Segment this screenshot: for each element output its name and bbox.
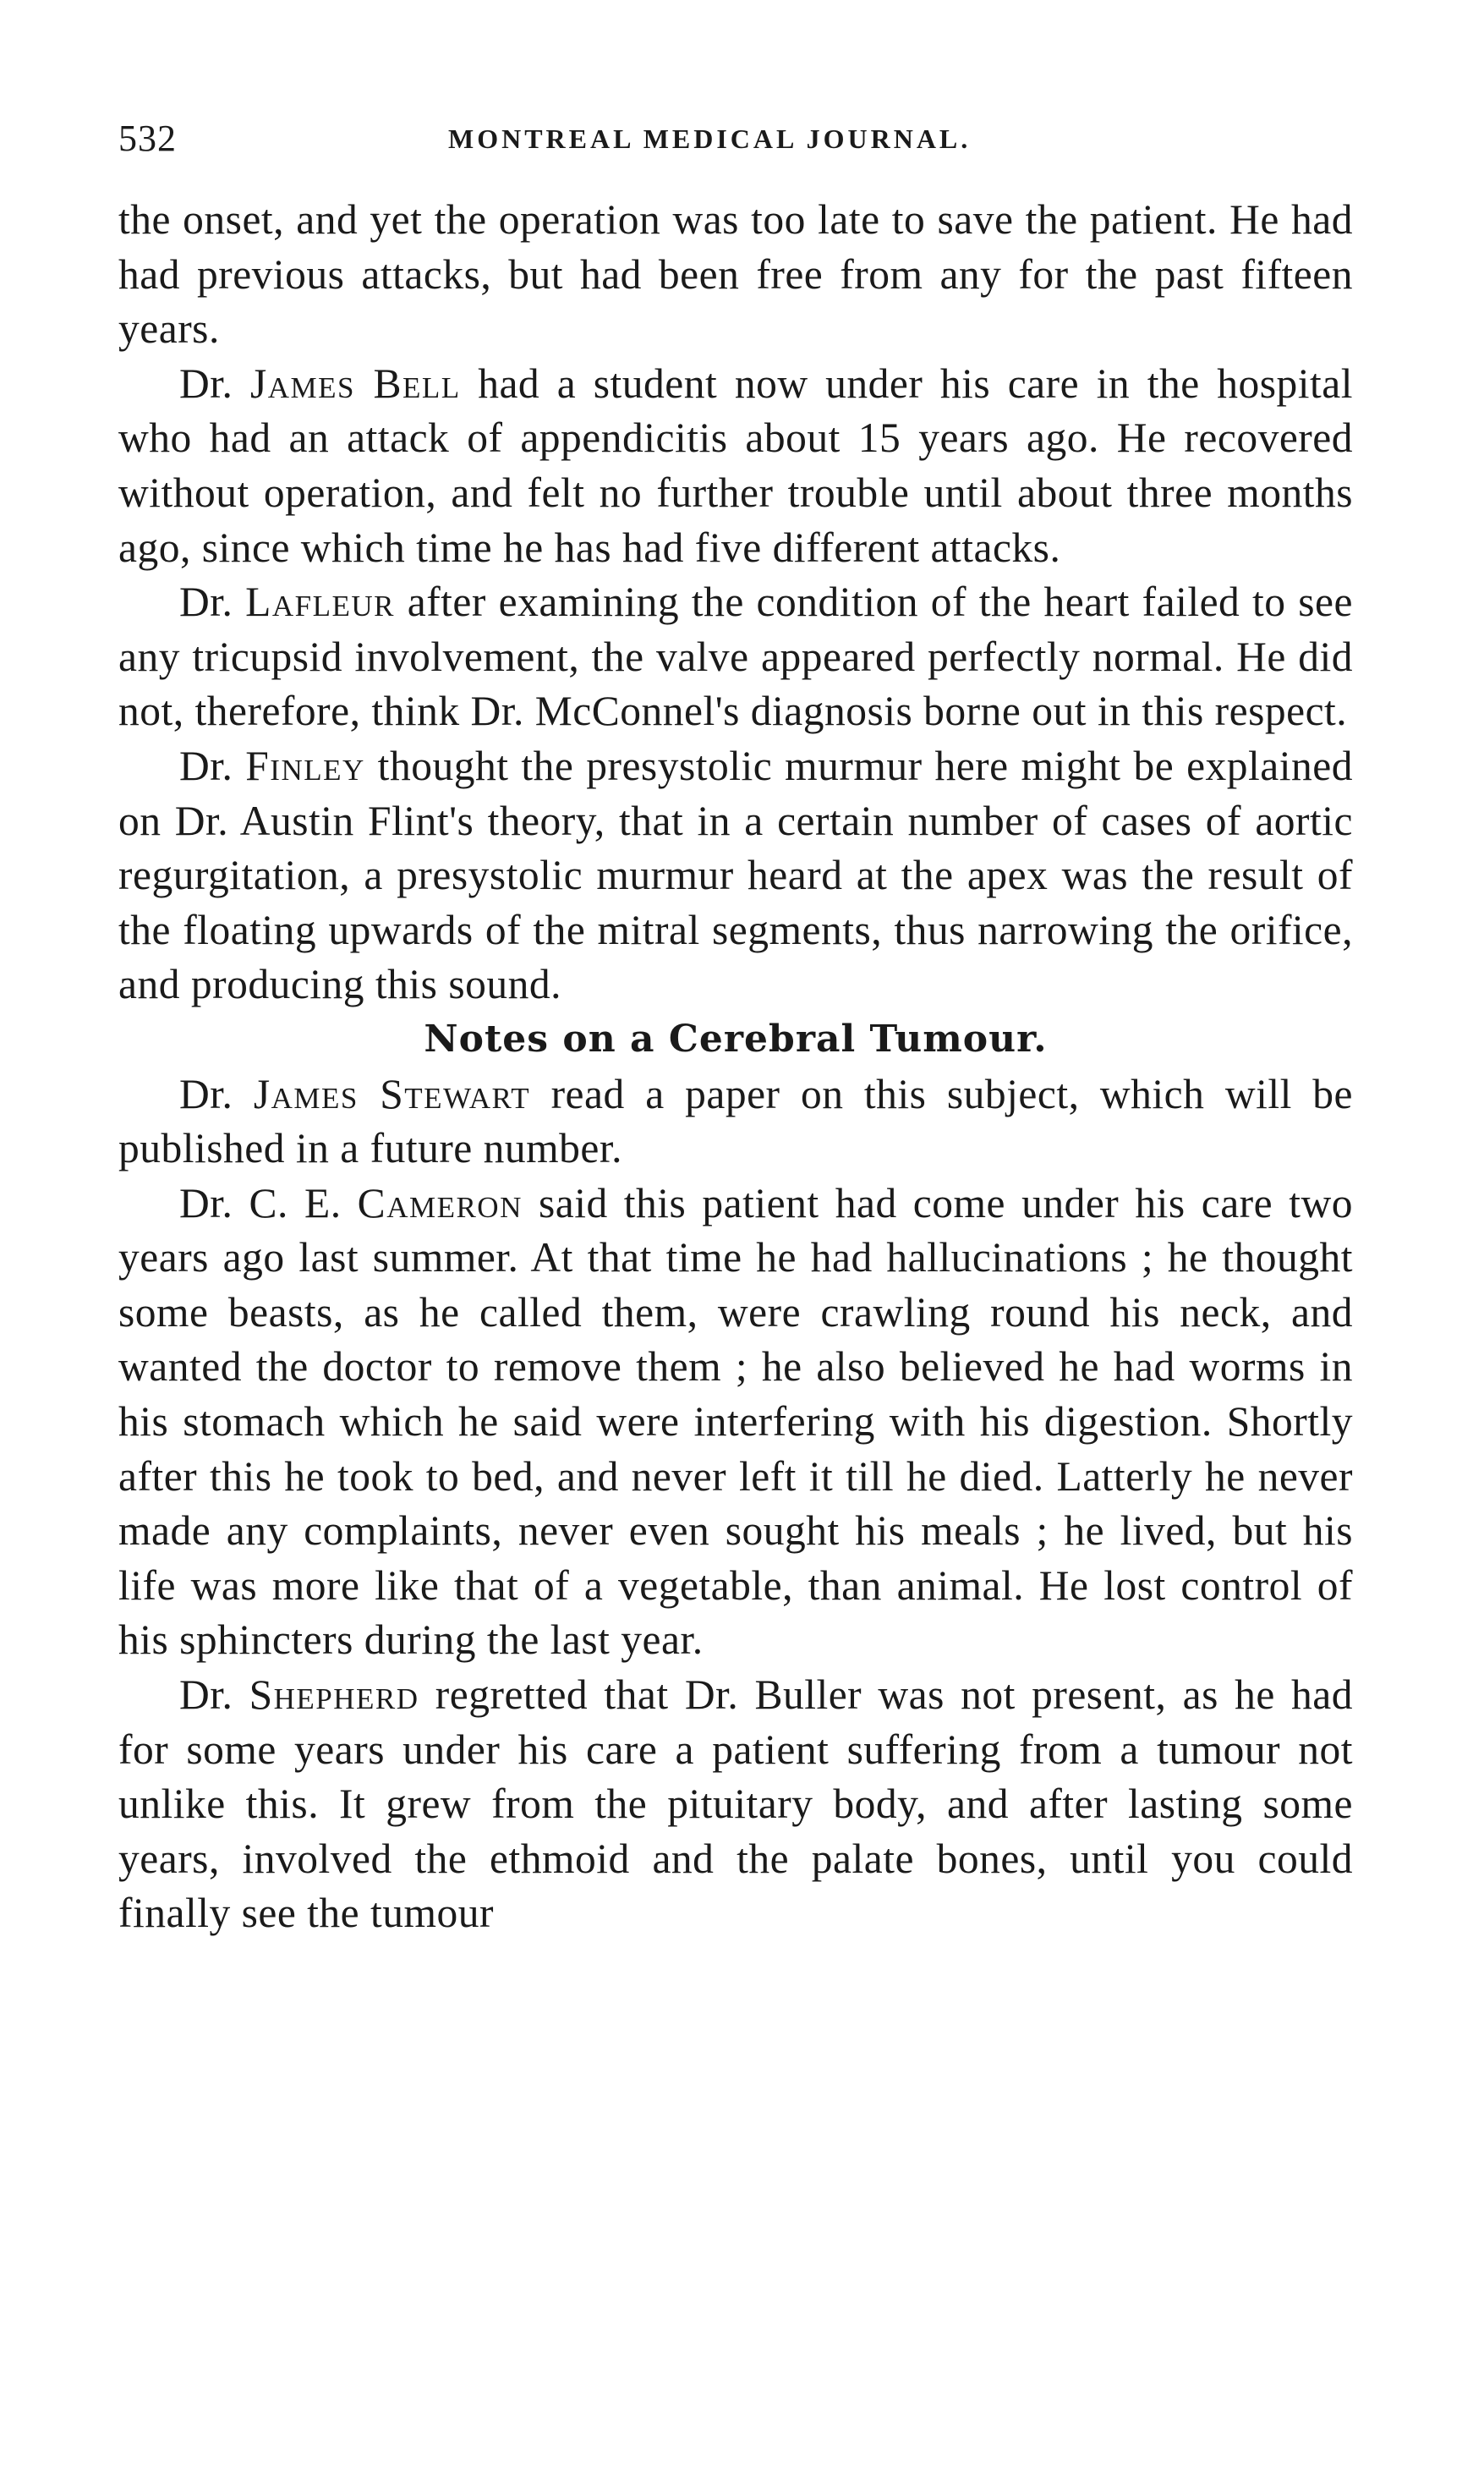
speaker-name: Shepherd bbox=[249, 1671, 419, 1719]
paragraph-text: had a student now under his care in the hospital who had an attack of appendicitis about 15 years ago. He recovered without operation, and felt no further trouble until about three months ago, since which time he has had five different attacks. bbox=[118, 359, 1353, 571]
paragraph-cameron bbox=[118, 1177, 1353, 1668]
paragraph-text: thought the presystolic murmur here might be explained on Dr. Austin Flint's theory, that in a certain number of cases of aortic regurgitation, a presystolic murmur heard at the apex was the result of the floating upwards of the mitral segments, thus narrowing the orifice, and producing this sound. bbox=[118, 742, 1353, 1008]
speaker-name: James Bell bbox=[249, 359, 461, 407]
page-number: 532 bbox=[118, 118, 177, 159]
paragraph-james-stewart bbox=[118, 1067, 1353, 1177]
paragraph-text: said this patient had come under his care two years ago last summer. At that time he had hallucinations ; he thought some beasts, as he called them, were crawling round his neck, and wanted the doctor to remove them ; he also believed he had worms in his stomach which he said were interfering with his digestion. Shortly after this he took to bed, and never left it till he died. Latterly he never made any complaints, never even sought his meals ; he lived, but his life was more like that of a vegetable, than animal. He lost control of his sphincters during the last year. bbox=[118, 1179, 1353, 1664]
body-text bbox=[118, 193, 1353, 1941]
speaker-prefix: Dr. bbox=[179, 1671, 249, 1719]
speaker-name: Lafleur bbox=[245, 579, 395, 626]
speaker-prefix: Dr. bbox=[179, 742, 246, 789]
speaker-prefix: Dr. bbox=[179, 359, 250, 407]
speaker-prefix: Dr. bbox=[179, 1070, 254, 1117]
running-head bbox=[118, 117, 1353, 167]
journal-title: MONTREAL MEDICAL JOURNAL. bbox=[448, 123, 972, 154]
speaker-prefix: Dr. bbox=[179, 579, 246, 626]
paragraph-continuation: the onset, and yet the operation was too late to save the patient. He had had previous attacks, but had been free from any for the past fifteen years. bbox=[118, 196, 1353, 353]
paragraph-text: regretted that Dr. Buller was not present, as he had for some years under his care a patient suffering from a tumour not unlike this. It grew from the pituitary body, and after lasting some years, involved the ethmoid and the palate bones, until you could finally see the tumour bbox=[118, 1671, 1354, 1937]
section-heading: Notes on a Cerebral Tumour. bbox=[424, 1017, 1048, 1061]
speaker-name: Cameron bbox=[357, 1179, 523, 1226]
paragraph-lafleur bbox=[118, 575, 1353, 739]
paragraph-finley bbox=[118, 739, 1353, 1012]
paragraph-james-bell bbox=[118, 357, 1353, 575]
paragraph-shepherd bbox=[118, 1668, 1353, 1941]
speaker-name: James Stewart bbox=[253, 1070, 531, 1117]
speaker-name: Finley bbox=[245, 742, 365, 789]
paragraph-text: after examining the condition of the heart failed to see any tricupsid involvement, the valve appeared perfectly normal. He did not, therefore, think Dr. McConnel's diagnosis borne out in this respect. bbox=[118, 579, 1353, 735]
speaker-prefix: Dr. C. E. bbox=[179, 1179, 358, 1226]
paragraph-text: read a paper on this subject, which will be published in a future number. bbox=[118, 1070, 1353, 1172]
